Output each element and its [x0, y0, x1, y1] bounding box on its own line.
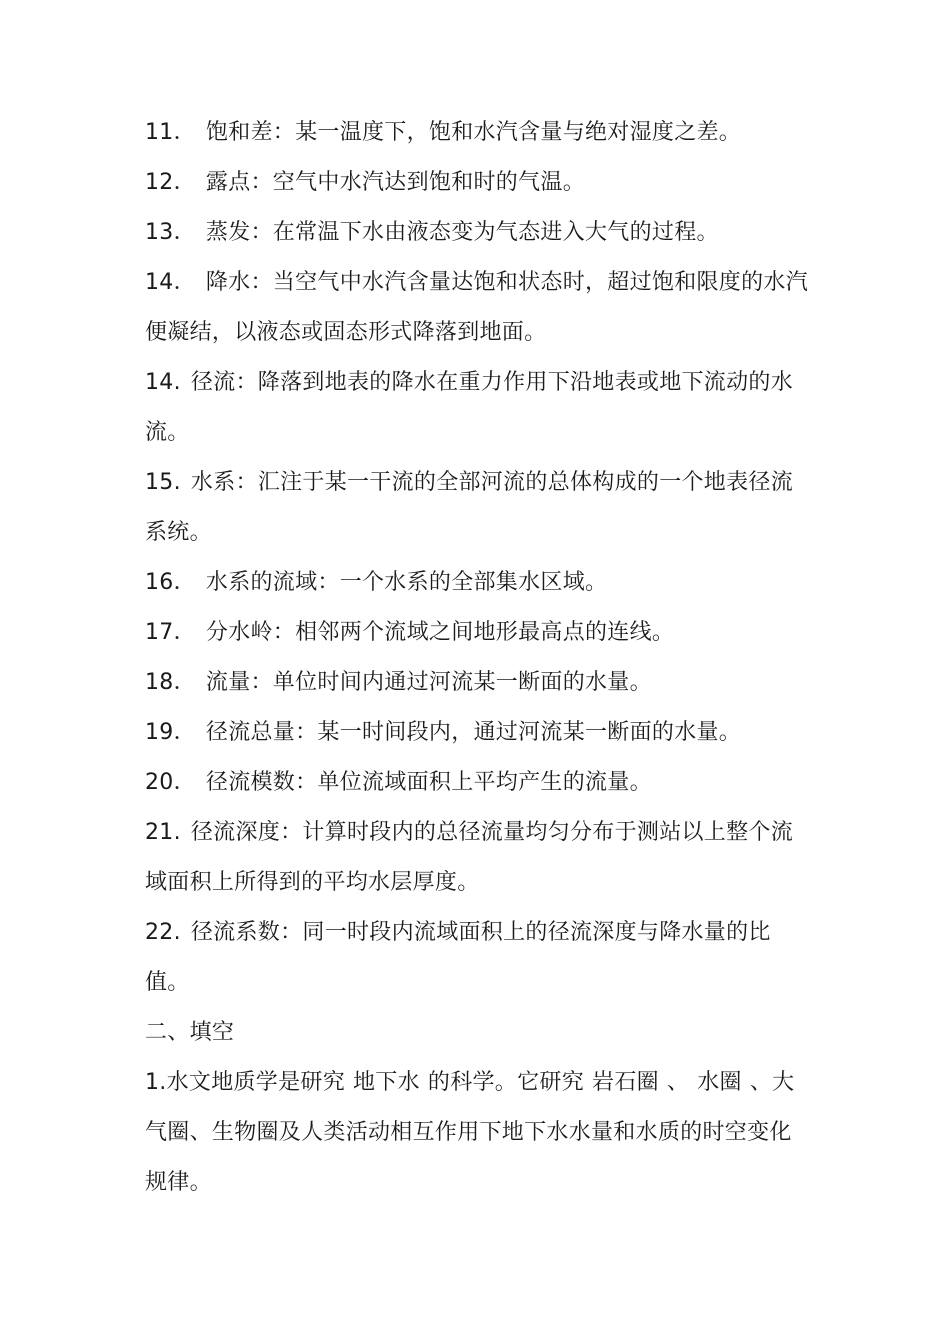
- item-number: 22.: [145, 920, 181, 945]
- definition-17: [145, 608, 810, 658]
- item-text: 分水岭：相邻两个流域之间地形最高点的连线。: [205, 620, 675, 645]
- item-text: 露点：空气中水汽达到饱和时的气温。: [205, 170, 586, 195]
- item-text: 径流模数：单位流域面积上平均产生的流量。: [205, 770, 652, 795]
- definition-20: [145, 758, 810, 808]
- fill-text: 、: [666, 1070, 690, 1095]
- fill-text: 、大气圈、生物圈及人类活动相互作用下地下水水量和水质的时空变化规律。: [145, 1070, 795, 1195]
- definition-21: [145, 808, 810, 908]
- item-number: 11．: [145, 120, 196, 145]
- item-number: 12．: [145, 170, 196, 195]
- definition-12: [145, 158, 810, 208]
- definition-19: [145, 708, 810, 758]
- item-number: 14．: [145, 270, 196, 295]
- item-text: 水系的流域：一个水系的全部集水区域。: [205, 570, 608, 595]
- fill-answer: 水圈: [697, 1070, 742, 1095]
- definition-13: [145, 208, 810, 258]
- item-number: 16．: [145, 570, 196, 595]
- item-text: 径流系数：同一时段内流域面积上的径流深度与降水量的比值。: [145, 920, 771, 995]
- fill-text: 的科学。它研究: [427, 1070, 585, 1095]
- definition-14-precipitation: [145, 258, 810, 358]
- item-number: 17．: [145, 620, 196, 645]
- fill-blank-item-1: [145, 1058, 810, 1208]
- item-text: 水系：汇注于某一干流的全部河流的总体构成的一个地表径流系统。: [145, 470, 793, 545]
- fill-answer: 岩石圈: [592, 1070, 659, 1095]
- definition-15: [145, 458, 810, 558]
- document-content: [145, 108, 810, 1208]
- item-number: 14.: [145, 370, 181, 395]
- fill-text: 1.水文地质学是研究: [145, 1070, 345, 1095]
- item-number: 15.: [145, 470, 181, 495]
- fill-answer: 地下水: [353, 1070, 420, 1095]
- item-text: 饱和差：某一温度下，饱和水汽含量与绝对湿度之差。: [205, 120, 742, 145]
- item-text: 径流深度：计算时段内的总径流量均匀分布于测站以上整个流域面积上所得到的平均水层厚度。: [145, 820, 793, 895]
- item-text: 流量：单位时间内通过河流某一断面的水量。: [205, 670, 652, 695]
- definition-18: [145, 658, 810, 708]
- definition-16: [145, 558, 810, 608]
- item-text: 径流：降落到地表的降水在重力作用下沿地表或地下流动的水流。: [145, 370, 793, 445]
- item-text: 蒸发：在常温下水由液态变为气态进入大气的过程。: [205, 220, 719, 245]
- item-text: 降水：当空气中水汽含量达饱和状态时，超过饱和限度的水汽便凝结，以液态或固态形式降落到地面。: [145, 270, 809, 345]
- definition-14-runoff: [145, 358, 810, 458]
- section-heading: 二、填空: [145, 1020, 235, 1045]
- item-text: 径流总量：某一时间段内，通过河流某一断面的水量。: [205, 720, 742, 745]
- item-number: 20．: [145, 770, 196, 795]
- definition-22: [145, 908, 810, 1008]
- item-number: 13．: [145, 220, 196, 245]
- definition-11: [145, 108, 810, 158]
- item-number: 21.: [145, 820, 181, 845]
- item-number: 19．: [145, 720, 196, 745]
- item-number: 18．: [145, 670, 196, 695]
